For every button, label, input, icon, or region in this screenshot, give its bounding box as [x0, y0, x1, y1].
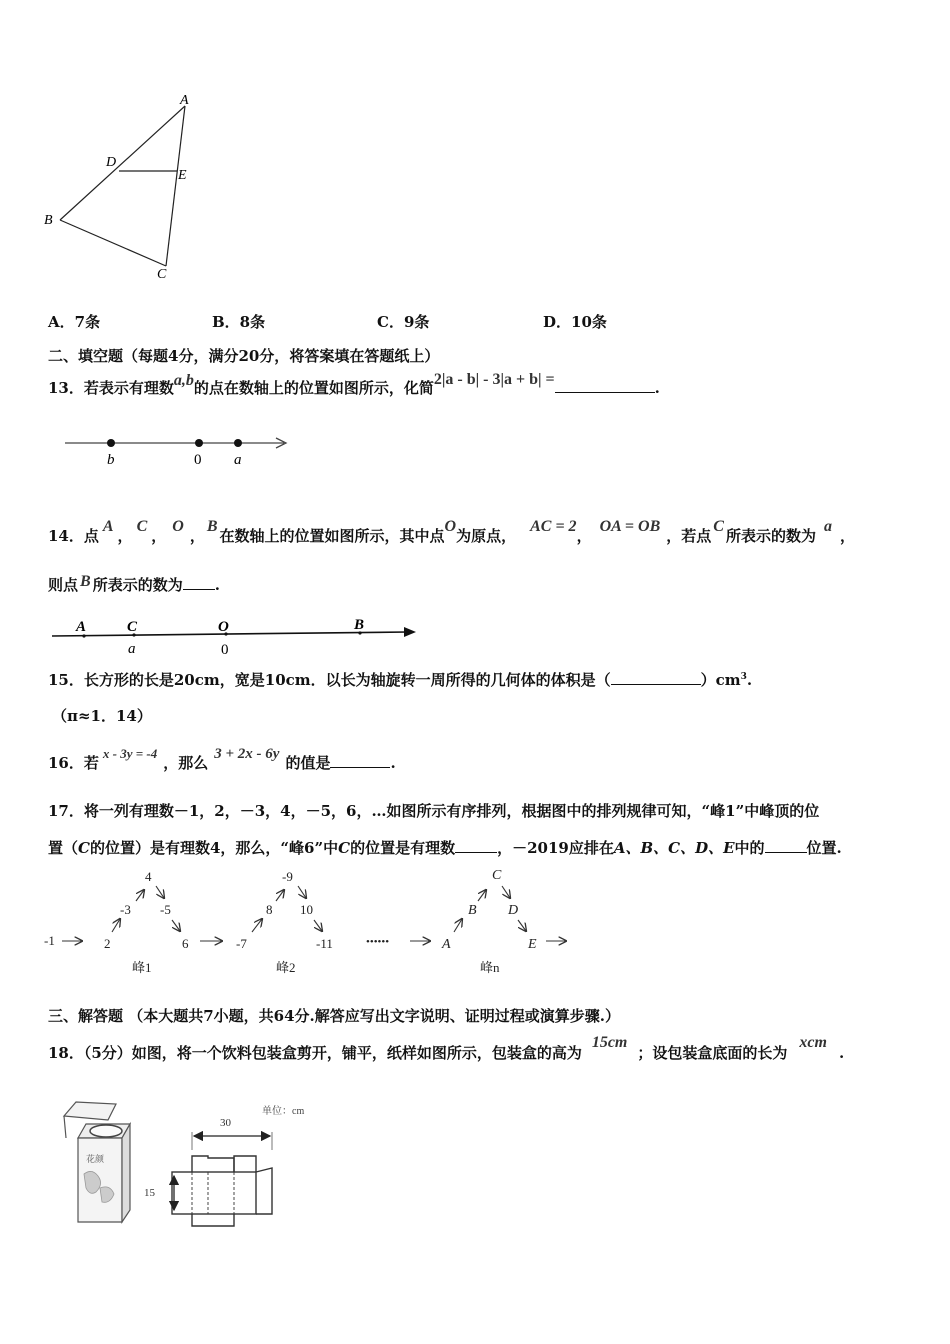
- peak2-name: 峰2: [276, 960, 296, 975]
- q14-axis-a: A: [76, 619, 87, 635]
- q17-text: 的位置）是有理数4，那么，“峰6”中: [89, 839, 339, 857]
- q17-text: ，－2019应排在: [497, 839, 614, 857]
- q16-end: .: [390, 754, 396, 772]
- q13-end: .: [654, 379, 660, 397]
- q14-text: 为原点，: [456, 527, 517, 545]
- q14-eq1: AC = 2: [530, 518, 577, 535]
- peakn-e: E: [528, 937, 537, 952]
- q13-expr: 2|a - b| - 3|a + b| =: [433, 371, 555, 388]
- q15-close: ）cm: [700, 671, 741, 689]
- q16-answer-blank[interactable]: [330, 752, 390, 768]
- vertex-b: B: [44, 213, 53, 228]
- q14-a-var: a: [823, 518, 832, 535]
- vertex-d: D: [106, 155, 117, 170]
- peak1-6: 6: [182, 936, 189, 951]
- q16-num: 16．若: [48, 754, 99, 772]
- q14-axis-c: C: [127, 619, 138, 635]
- box-illustration: [58, 1098, 138, 1226]
- option-d: D．10条: [543, 313, 607, 331]
- q13-axis-a: a: [234, 452, 242, 468]
- q14-end: .: [214, 576, 220, 594]
- vertex-c: C: [157, 267, 167, 282]
- peak2-8: 8: [266, 902, 273, 917]
- q14-o: O: [172, 518, 184, 535]
- q16-expr: 3 + 2x - 6y: [214, 746, 280, 762]
- q13-axis-zero: 0: [194, 452, 202, 468]
- peak1-4: 4: [145, 869, 152, 884]
- vertex-a: A: [180, 93, 189, 108]
- box-net-diagram: [138, 1098, 338, 1230]
- q17-text: 位置.: [806, 839, 842, 857]
- q14-number-line: [48, 612, 428, 660]
- q17-peaks-diagram: [40, 862, 580, 977]
- q14-line: [48, 518, 855, 546]
- q14-comma: ，: [151, 527, 167, 545]
- peakn-b: B: [468, 903, 477, 918]
- q17-letters: A、B、C、D、E: [613, 839, 735, 857]
- option-a: A．7条: [48, 313, 101, 331]
- unit-label: 单位：cm: [262, 1106, 305, 1117]
- peak1-m5: -5: [160, 902, 171, 917]
- net-height-label: 15: [144, 1187, 155, 1199]
- q16-mid: ，那么: [163, 754, 209, 772]
- peak1-2: 2: [104, 936, 111, 951]
- q14-axis-a-label: a: [128, 641, 136, 657]
- q17-text: 的位置是有理数: [350, 839, 456, 857]
- q14-num: 14．点: [48, 527, 99, 545]
- peakn-a: A: [442, 937, 451, 952]
- q17-answer-blank-2[interactable]: [765, 837, 807, 853]
- section-2-heading: 二、填空题（每题4分，满分20分，将答案填在答题纸上）: [48, 347, 440, 365]
- q14-comma: ，: [839, 527, 855, 545]
- q13-answer-blank[interactable]: [555, 377, 655, 393]
- q17-answer-blank-1[interactable]: [455, 837, 497, 853]
- q15-line: [48, 669, 752, 690]
- q15-sup: 3: [740, 672, 747, 682]
- peak1-name: 峰1: [132, 960, 152, 975]
- q18-height: 15cm: [591, 1034, 628, 1051]
- q14-text: 所表示的数为: [725, 527, 816, 545]
- q18-text: ；设包装盒底面的长为: [637, 1044, 788, 1062]
- q15-pi: （π≈1．14）: [52, 707, 152, 725]
- peak2-m9: -9: [282, 869, 293, 884]
- q15-text: 15．长方形的长是20cm，宽是10cm．以长为轴旋转一周所得的几何体的体积是（: [48, 671, 611, 689]
- q13-num: 13．若表示有理数: [48, 379, 174, 397]
- q14-text: 所表示的数为: [92, 576, 183, 594]
- q18-end: .: [838, 1044, 845, 1062]
- q14-answer-blank[interactable]: [183, 574, 215, 590]
- option-c: C．9条: [377, 313, 430, 331]
- q17-line-1: 17．将一列有理数－1，2，－3，4，－5，6，…如图所示有序排列，根据图中的排列规律可知，“峰1”中峰顶的位: [48, 802, 820, 820]
- q18-line: [48, 1034, 845, 1063]
- q17-c2: C: [338, 839, 351, 857]
- q13-axis-b: b: [107, 452, 115, 468]
- q15-end: .: [746, 671, 753, 689]
- q14-c: C: [136, 518, 148, 535]
- q13-number-line: [60, 432, 300, 472]
- option-b: B．8条: [212, 313, 266, 331]
- q14-a: A: [102, 518, 114, 535]
- q17-c: C: [78, 839, 90, 857]
- q14-b2: B: [80, 573, 91, 590]
- peak2-m11: -11: [316, 936, 333, 951]
- q13-text: 的点在数轴上的位置如图所示，化简: [193, 379, 434, 397]
- q17-text: 中的: [734, 839, 765, 857]
- box-brand: 花颜: [86, 1154, 105, 1164]
- net-width-label: 30: [220, 1117, 231, 1129]
- dots: ••••••: [366, 936, 390, 948]
- q14-o2: O: [444, 518, 457, 535]
- q14-comma: ，: [189, 527, 205, 545]
- q14-line-2: [48, 574, 220, 595]
- q16-text: 的值是: [285, 754, 331, 772]
- q14-comma: ，: [576, 527, 592, 545]
- q14-text: 则点: [48, 576, 79, 594]
- q18-text: 18．（5分）如图，将一个饮料包装盒剪开，铺平，纸样如图所示，包装盒的高为: [48, 1044, 582, 1062]
- peak2-10: 10: [300, 902, 313, 917]
- q17-line-2: [48, 837, 842, 858]
- q14-axis-zero: 0: [221, 642, 229, 658]
- q14-text: 在数轴上的位置如图所示，其中点: [219, 527, 445, 545]
- peak1-m3: -3: [120, 902, 131, 917]
- peakn-d: D: [508, 903, 519, 918]
- triangle-figure: [38, 92, 208, 282]
- peakn-name: 峰n: [480, 960, 500, 975]
- q14-comma: ，: [117, 527, 133, 545]
- q13-vars: a,b: [173, 372, 194, 389]
- section-3-heading: 三、解答题 （本大题共7小题，共64分.解答应写出文字说明、证明过程或演算步骤.）: [48, 1007, 620, 1025]
- q14-b: B: [206, 518, 218, 535]
- q16-cond: x - 3y = -4: [102, 746, 158, 761]
- q16-line: [48, 746, 396, 773]
- q14-axis-o: O: [218, 619, 229, 635]
- peak2-m7: -7: [236, 936, 247, 951]
- q14-eq2: OA = OB: [599, 518, 661, 535]
- seq-start: -1: [44, 933, 55, 948]
- q14-text: ，若点: [666, 527, 712, 545]
- q18-x: xcm: [799, 1034, 827, 1051]
- q13-line: [48, 371, 660, 398]
- q14-axis-b: B: [354, 617, 365, 633]
- q14-c2: C: [713, 518, 724, 535]
- q17-text: 置（: [48, 839, 79, 857]
- q15-answer-blank[interactable]: [611, 669, 701, 685]
- vertex-e: E: [178, 168, 187, 183]
- peakn-c: C: [492, 868, 502, 883]
